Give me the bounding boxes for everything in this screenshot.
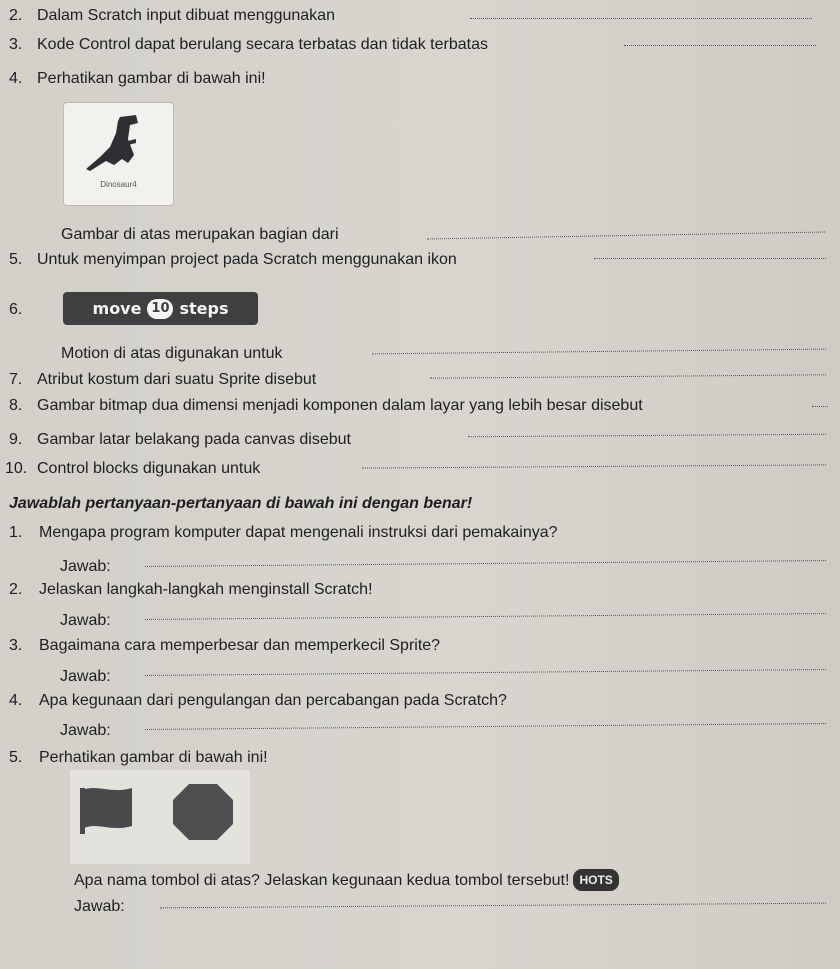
answer-line-10[interactable] xyxy=(362,464,826,468)
item-5: 5. Untuk menyimpan project pada Scratch menggunakan ikon xyxy=(9,251,457,268)
item-8-text: Gambar bitmap dua dimensi menjadi komponen dalam layar yang lebih besar disebut xyxy=(37,397,643,414)
essay-5-answer-label: Jawab: xyxy=(74,898,125,915)
item-10-text: Control blocks digunakan untuk xyxy=(37,460,261,477)
essay-5: 5. Perhatikan gambar di bawah ini! xyxy=(9,749,268,766)
item-8: 8. Gambar bitmap dua dimensi menjadi komponen dalam layar yang lebih besar disebut xyxy=(9,397,643,414)
steps-value-badge: 10 xyxy=(147,299,173,319)
item-6-question: Motion di atas digunakan untuk xyxy=(61,345,283,362)
essay-4: 4. Apa kegunaan dari pengulangan dan percabangan pada Scratch? xyxy=(9,692,507,709)
control-buttons-graphic xyxy=(70,770,250,864)
essay-2-answer-line[interactable] xyxy=(145,613,826,620)
item-7: 7. Atribut kostum dari suatu Sprite disebut xyxy=(9,371,317,388)
item-5-text: Untuk menyimpan project pada Scratch menggunakan ikon xyxy=(37,251,457,268)
answer-line-2[interactable] xyxy=(470,18,812,19)
essay-2-answer-label: Jawab: xyxy=(60,612,111,629)
sprite-name: Dinosaur4 xyxy=(100,180,137,189)
scratch-control-buttons xyxy=(70,770,250,864)
answer-line-7[interactable] xyxy=(430,374,826,378)
green-flag-icon xyxy=(80,788,132,834)
answer-line-4[interactable] xyxy=(427,232,825,240)
item-7-text: Atribut kostum dari suatu Sprite disebut xyxy=(37,371,317,388)
answer-line-9[interactable] xyxy=(468,434,826,437)
item-9-text: Gambar latar belakang pada canvas disebut xyxy=(37,431,351,448)
item-4: 4. Perhatikan gambar di bawah ini! xyxy=(9,70,266,87)
item-3: 3. Kode Control dapat berulang secara terbatas dan tidak terbatas xyxy=(9,36,488,53)
item-4-text: Perhatikan gambar di bawah ini! xyxy=(37,70,266,87)
essay-heading: Jawablah pertanyaan-pertanyaan di bawah ini dengan benar! xyxy=(9,495,473,512)
essay-2: 2. Jelaskan langkah-langkah menginstall Scratch! xyxy=(9,581,373,598)
stop-sign-icon xyxy=(173,784,233,840)
essay-4-answer-line[interactable] xyxy=(145,723,826,730)
item-2: 2. Dalam Scratch input dibuat menggunakan xyxy=(9,7,335,24)
essay-5-followup: Apa nama tombol di atas? Jelaskan kegunaan kedua tombol tersebut! HOTS xyxy=(74,869,619,891)
essay-3-answer-label: Jawab: xyxy=(60,668,111,685)
answer-line-3[interactable] xyxy=(624,45,816,46)
hots-badge: HOTS xyxy=(573,869,618,891)
dinosaur-icon xyxy=(64,103,173,183)
answer-line-5[interactable] xyxy=(594,258,826,259)
essay-5-answer-line[interactable] xyxy=(160,903,826,909)
item-6: 6. xyxy=(9,301,23,318)
motion-move-block: move 10 steps xyxy=(63,292,258,325)
answer-line-8[interactable] xyxy=(812,406,828,407)
essay-1: 1. Mengapa program komputer dapat mengenali instruksi dari pemakainya? xyxy=(9,524,558,541)
essay-3-answer-line[interactable] xyxy=(145,669,826,676)
item-4-question: Gambar di atas merupakan bagian dari xyxy=(61,226,339,243)
essay-3: 3. Bagaimana cara memperbesar dan memperkecil Sprite? xyxy=(9,637,441,654)
essay-1-answer-label: Jawab: xyxy=(60,558,111,575)
answer-line-6[interactable] xyxy=(372,349,826,355)
sprite-thumbnail xyxy=(63,102,174,206)
item-3-text: Kode Control dapat berulang secara terbatas dan tidak terbatas xyxy=(37,36,488,53)
item-2-text: Dalam Scratch input dibuat menggunakan xyxy=(37,7,335,24)
item-9: 9. Gambar latar belakang pada canvas disebut xyxy=(9,431,351,448)
essay-4-answer-label: Jawab: xyxy=(60,722,111,739)
essay-1-answer-line[interactable] xyxy=(145,560,826,567)
item-10: 10. Control blocks digunakan untuk xyxy=(5,460,261,477)
